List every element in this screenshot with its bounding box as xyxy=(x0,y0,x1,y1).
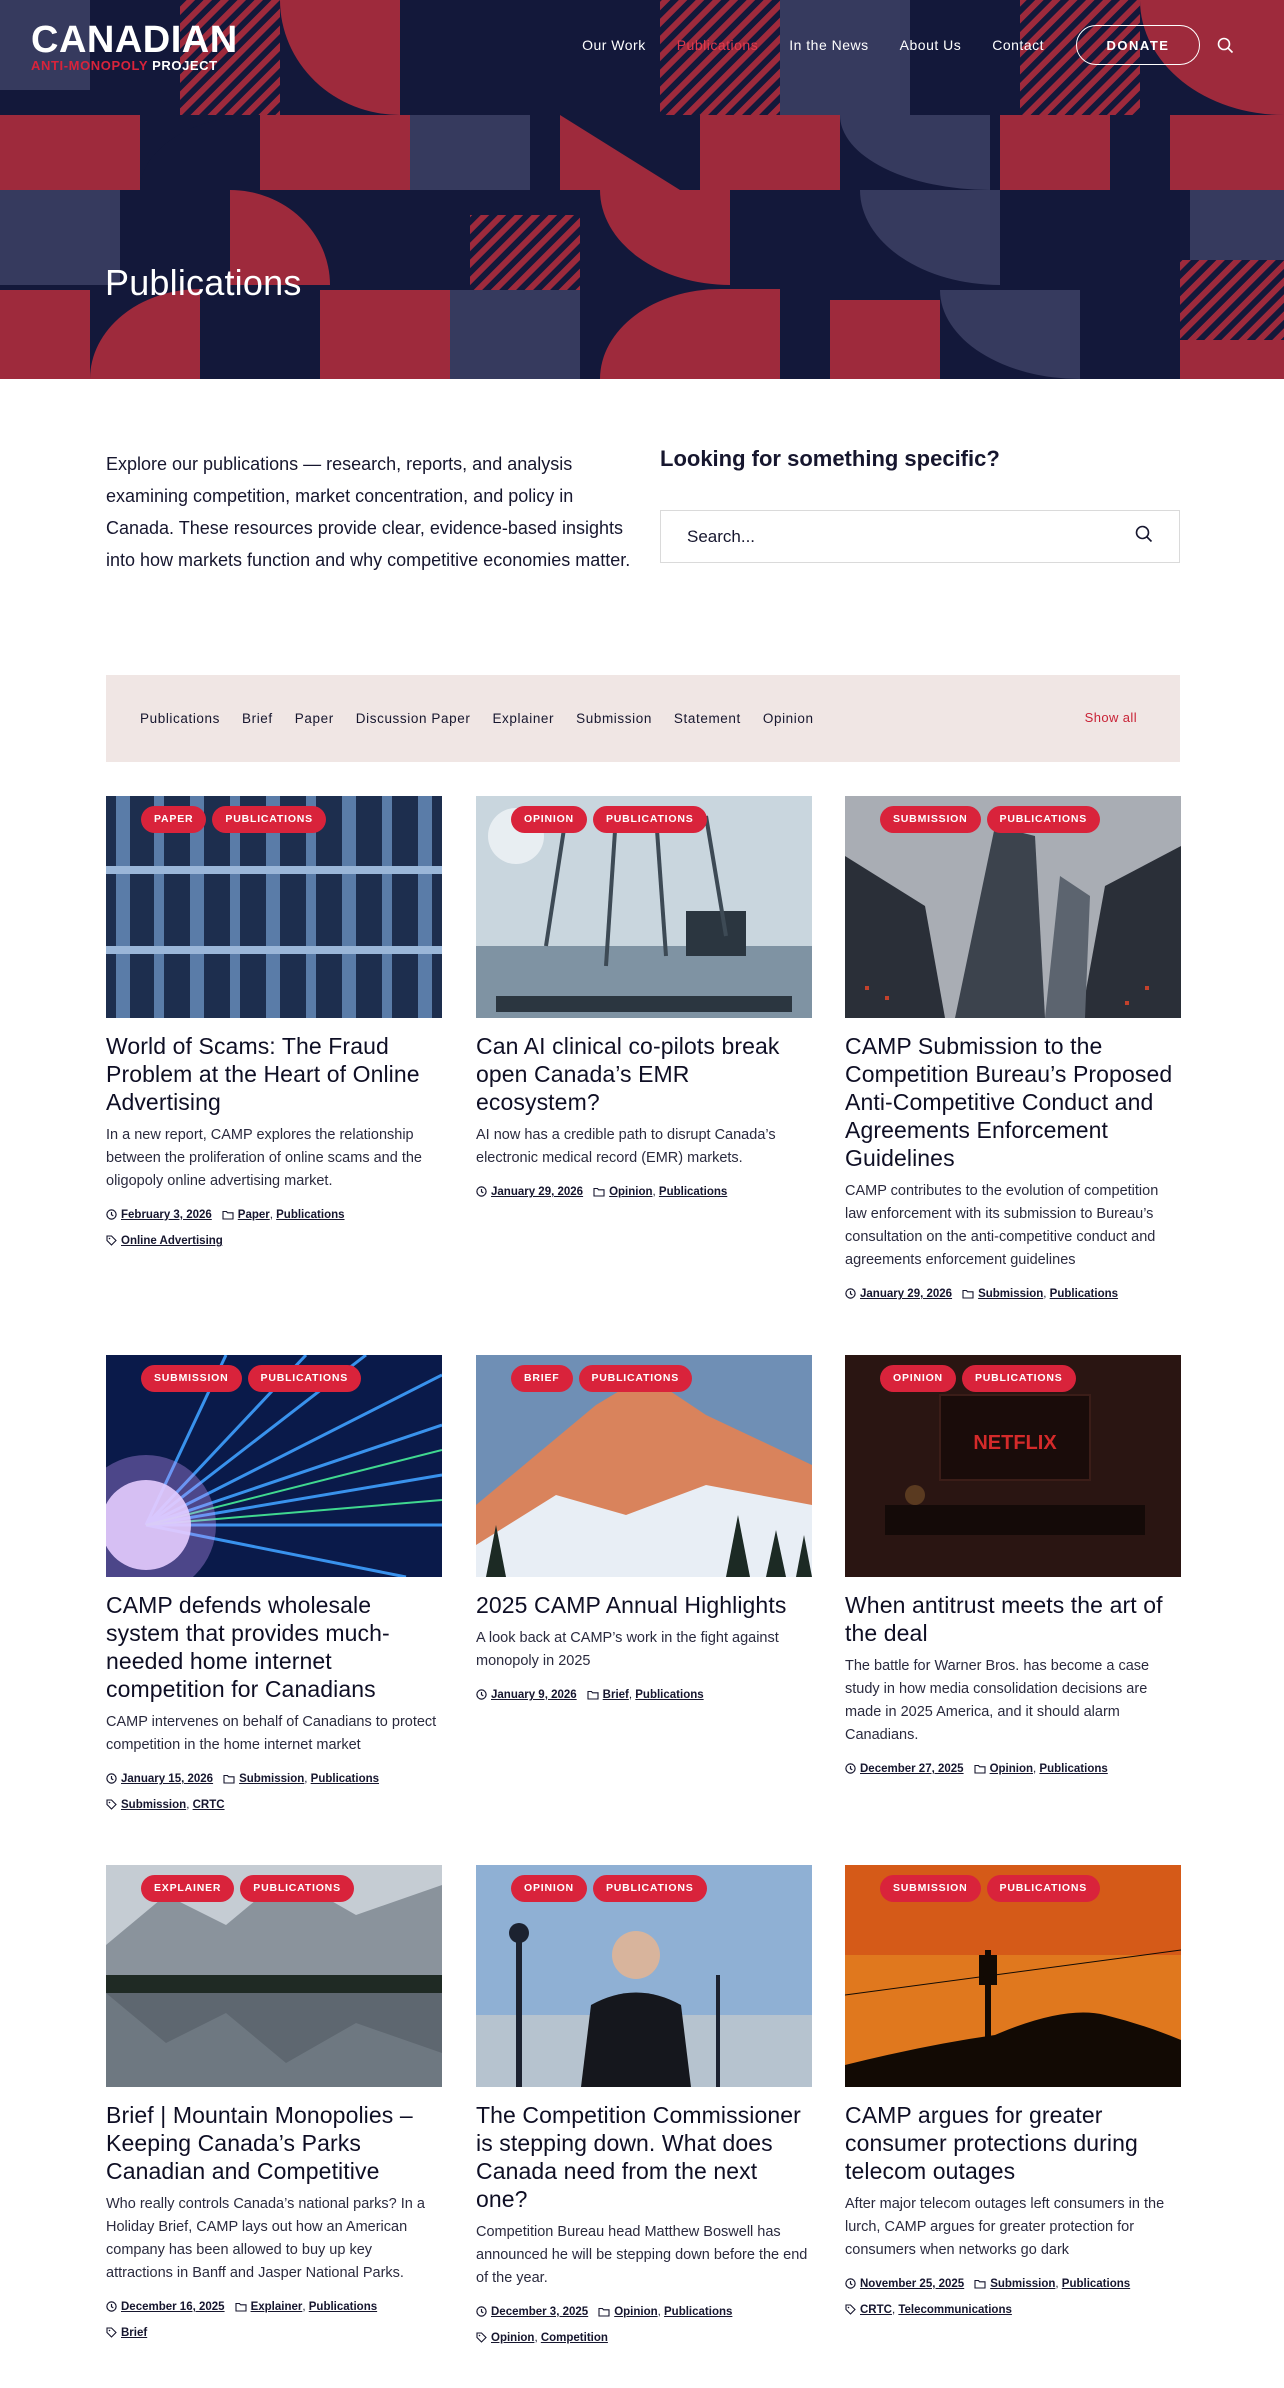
card-excerpt: A look back at CAMP’s work in the fight against monopoly in 2025 xyxy=(476,1630,779,1669)
publication-card[interactable] xyxy=(106,1865,442,2347)
main-nav xyxy=(551,25,1236,65)
tag-icon xyxy=(106,1795,117,1819)
card-tags xyxy=(141,806,332,833)
filter-submission[interactable]: Submission xyxy=(576,711,652,726)
card-meta: December 3, 2025 Opinion, Publications Opinion, Competition xyxy=(476,2300,812,2352)
tag-badge[interactable]: SUBMISSION xyxy=(880,806,981,833)
search-icon[interactable] xyxy=(1214,34,1236,56)
tag-badge[interactable]: SUBMISSION xyxy=(141,1365,242,1392)
tag-icon xyxy=(476,2328,487,2352)
card-date[interactable]: December 27, 2025 xyxy=(860,1763,964,1775)
card-image[interactable] xyxy=(106,796,442,1018)
publication-card[interactable] xyxy=(845,796,1181,1308)
card-date[interactable]: December 16, 2025 xyxy=(121,2301,225,2313)
intro-text: Explore our publications — research, reports, and analysis examining competition, market concentration, and policy in Canada. These resources provide clear, evidence-based insights into how markets function and why competitive economies matter. xyxy=(106,454,631,570)
tag-icon xyxy=(106,2323,117,2347)
filter-opinion[interactable]: Opinion xyxy=(762,711,814,726)
card-category[interactable]: Explainer xyxy=(250,2301,303,2313)
tag-badge[interactable]: BRIEF xyxy=(511,1365,573,1392)
publication-card[interactable] xyxy=(845,1865,1181,2324)
clock-icon xyxy=(106,2297,117,2321)
folder-icon xyxy=(974,2274,986,2298)
card-keyword[interactable]: Telecommunications xyxy=(898,2304,1012,2316)
card-keyword[interactable]: CRTC xyxy=(860,2304,892,2316)
card-title[interactable]: Brief | Mountain Monopolies – Keeping Canada’s Parks Canadian and Competitive xyxy=(106,2102,413,2184)
card-tags xyxy=(141,1365,367,1392)
card-title[interactable]: CAMP defends wholesale system that provides much-needed home internet competition for Canadians xyxy=(106,1592,390,1702)
card-category[interactable]: Publications xyxy=(635,1689,704,1701)
card-date[interactable]: January 29, 2026 xyxy=(860,1288,953,1300)
category-filter-bar xyxy=(106,675,1180,762)
card-meta: February 3, 2026 Paper, Publications Online Advertising xyxy=(106,1203,442,1255)
filter-paper[interactable]: Paper xyxy=(294,711,334,726)
folder-icon xyxy=(598,2302,610,2326)
card-title[interactable]: 2025 CAMP Annual Highlights xyxy=(476,1592,787,1618)
card-meta: January 15, 2026 Submission, Publications Submission, CRTC xyxy=(106,1767,442,1819)
filter-brief[interactable]: Brief xyxy=(242,711,273,726)
clock-icon xyxy=(476,1685,487,1709)
card-category[interactable]: Submission xyxy=(239,1773,305,1785)
clock-icon xyxy=(845,2274,856,2298)
card-tags xyxy=(511,1365,698,1392)
image-netflix-text: NETFLIX xyxy=(973,1432,1057,1454)
card-keyword[interactable]: Competition xyxy=(540,2332,608,2344)
card-excerpt: The battle for Warner Bros. has become a case study in how media consolidation decisions are made in 2025 America, and it should alarm Canadians. xyxy=(845,1658,1150,1743)
tag-badge[interactable]: OPINION xyxy=(511,806,587,833)
filter-publications[interactable]: Publications xyxy=(140,711,220,726)
card-title[interactable]: When antitrust meets the art of the deal xyxy=(845,1592,1163,1646)
publication-card[interactable] xyxy=(106,1355,442,1819)
site-header xyxy=(0,0,1284,90)
filter-explainer[interactable]: Explainer xyxy=(492,711,555,726)
hero-banner xyxy=(0,0,1284,379)
card-keyword[interactable]: Brief xyxy=(121,2327,148,2339)
tag-badge[interactable]: PUBLICATIONS xyxy=(987,806,1101,833)
card-image[interactable] xyxy=(476,1865,812,2087)
card-meta: November 25, 2025 Submission, Publications CRTC, Telecommunications xyxy=(845,2272,1181,2324)
card-excerpt: Who really controls Canada’s national parks? In a Holiday Brief, CAMP lays out how an American company has been allowed to buy up key attractions in Banff and Jasper National Parks. xyxy=(106,2196,425,2281)
logo-subtitle: ANTI-MONOPOLY PROJECT xyxy=(31,58,218,73)
nav-contact[interactable]: Contact xyxy=(992,37,1044,53)
card-title[interactable]: CAMP Submission to the Competition Bureau’s Proposed Anti-Competitive Conduct and Agreements Enforcement Guidelines xyxy=(845,1033,1173,1171)
nav-about-us[interactable]: About Us xyxy=(899,37,962,53)
folder-icon xyxy=(587,1685,599,1709)
nav-in-the-news[interactable]: In the News xyxy=(789,37,869,53)
card-title[interactable]: World of Scams: The Fraud Problem at the Heart of Online Advertising xyxy=(106,1033,420,1115)
card-category[interactable]: Publications xyxy=(1049,1288,1119,1300)
search-icon[interactable] xyxy=(1135,525,1153,548)
filter-discussion-paper[interactable]: Discussion Paper xyxy=(355,711,471,726)
card-tags xyxy=(141,1875,360,1902)
card-keyword[interactable]: Online Advertising xyxy=(121,1235,223,1247)
nav-our-work[interactable]: Our Work xyxy=(582,37,646,53)
filter-statement[interactable]: Statement xyxy=(673,711,741,726)
card-date[interactable]: January 29, 2026 xyxy=(491,1186,584,1198)
card-category[interactable]: Publications xyxy=(308,2301,378,2313)
card-meta: January 29, 2026 Submission, Publications xyxy=(845,1282,1181,1308)
card-image[interactable] xyxy=(106,1865,442,2087)
nav-publications[interactable]: Publications xyxy=(676,37,759,53)
tag-badge[interactable]: PUBLICATIONS xyxy=(593,806,707,833)
publication-card[interactable] xyxy=(106,796,442,1255)
tag-badge[interactable]: OPINION xyxy=(880,1365,956,1392)
card-excerpt: Competition Bureau head Matthew Boswell has announced he will be stepping down before the end of the year. xyxy=(476,2224,808,2286)
card-tags xyxy=(880,1875,1106,1902)
tag-badge[interactable]: PUBLICATIONS xyxy=(593,1875,707,1902)
publication-card[interactable] xyxy=(476,1355,812,1709)
card-meta: January 29, 2026 Opinion, Publications xyxy=(476,1180,812,1206)
card-tags xyxy=(511,1875,713,1902)
card-title[interactable]: Can AI clinical co-pilots break open Canada’s EMR ecosystem? xyxy=(476,1033,780,1115)
tag-badge[interactable]: PAPER xyxy=(141,806,206,833)
folder-icon xyxy=(223,1769,235,1793)
clock-icon xyxy=(106,1769,117,1793)
card-category[interactable]: Publications xyxy=(658,1186,728,1198)
card-date[interactable]: January 9, 2026 xyxy=(491,1689,577,1701)
tag-badge[interactable]: PUBLICATIONS xyxy=(240,1875,354,1902)
card-category[interactable]: Opinion xyxy=(609,1186,653,1198)
card-category[interactable]: Paper xyxy=(237,1209,270,1221)
card-meta: December 27, 2025 Opinion, Publications xyxy=(845,1757,1181,1783)
tag-badge[interactable]: PUBLICATIONS xyxy=(962,1365,1076,1392)
card-tags xyxy=(880,1365,1082,1392)
card-category[interactable]: Submission xyxy=(978,1288,1044,1300)
tag-badge[interactable]: PUBLICATIONS xyxy=(987,1875,1101,1902)
card-category[interactable]: Publications xyxy=(310,1773,380,1785)
clock-icon xyxy=(845,1759,856,1783)
tag-badge[interactable]: EXPLAINER xyxy=(141,1875,234,1902)
tag-badge[interactable]: OPINION xyxy=(511,1875,587,1902)
folder-icon xyxy=(222,1205,234,1229)
card-meta: January 9, 2026 Brief, Publications xyxy=(476,1683,812,1709)
folder-icon xyxy=(974,1759,986,1783)
card-category[interactable]: Publications xyxy=(664,2306,733,2318)
logo-wordmark: CANADIAN xyxy=(31,19,238,61)
card-category[interactable]: Publications xyxy=(276,1209,345,1221)
card-keyword[interactable]: Submission xyxy=(121,1799,187,1811)
card-tags xyxy=(880,806,1106,833)
card-image[interactable] xyxy=(845,1865,1181,2087)
folder-icon xyxy=(962,1284,974,1308)
search-heading: Looking for something specific? xyxy=(660,446,1000,471)
clock-icon xyxy=(476,2302,487,2326)
show-all-link[interactable]: Show all xyxy=(1084,710,1137,725)
publication-card[interactable] xyxy=(476,796,812,1206)
card-date[interactable]: November 25, 2025 xyxy=(860,2278,965,2290)
tag-badge[interactable]: PUBLICATIONS xyxy=(248,1365,362,1392)
card-meta: December 16, 2025 Explainer, Publications Brief xyxy=(106,2295,442,2347)
clock-icon xyxy=(106,1205,117,1229)
tag-badge[interactable]: PUBLICATIONS xyxy=(579,1365,693,1392)
clock-icon xyxy=(476,1182,487,1206)
card-category[interactable]: Opinion xyxy=(989,1763,1034,1775)
card-title[interactable]: The Competition Commissioner is stepping down. What does Canada need from the next one? xyxy=(476,2102,801,2212)
search-box xyxy=(660,510,1180,563)
card-category[interactable]: Submission xyxy=(990,2278,1056,2290)
card-excerpt: CAMP contributes to the evolution of competition law enforcement with its submission to Bureau’s consultation on the anti-competitive conduct and agreements enforcement guidelines xyxy=(845,1183,1159,1268)
card-excerpt: CAMP intervenes on behalf of Canadians to protect competition in the home internet market xyxy=(106,1714,437,1753)
card-image[interactable] xyxy=(476,796,812,1018)
card-image[interactable] xyxy=(845,1355,1181,1577)
tag-icon xyxy=(845,2300,856,2324)
card-image[interactable] xyxy=(845,796,1181,1018)
tag-badge[interactable]: SUBMISSION xyxy=(880,1875,981,1902)
card-keyword[interactable]: CRTC xyxy=(192,1799,225,1811)
card-tags xyxy=(511,806,713,833)
publication-card[interactable] xyxy=(845,1355,1181,1783)
tag-icon xyxy=(106,1231,117,1255)
clock-icon xyxy=(845,1284,856,1308)
card-excerpt: In a new report, CAMP explores the relationship between the proliferation of online scams and the oligopoly online advertising market. xyxy=(106,1127,422,1189)
card-keyword[interactable]: Opinion xyxy=(491,2332,535,2344)
search-input[interactable] xyxy=(687,527,1135,547)
site-logo[interactable] xyxy=(31,19,238,74)
tag-badge[interactable]: PUBLICATIONS xyxy=(212,806,326,833)
publication-card[interactable] xyxy=(476,1865,812,2352)
folder-icon xyxy=(235,2297,247,2321)
card-date[interactable]: December 3, 2025 xyxy=(491,2306,589,2318)
card-excerpt: AI now has a credible path to disrupt Canada’s electronic medical record (EMR) markets. xyxy=(476,1127,776,1166)
card-image[interactable] xyxy=(106,1355,442,1577)
card-title[interactable]: CAMP argues for greater consumer protections during telecom outages xyxy=(845,2102,1138,2184)
card-category[interactable]: Opinion xyxy=(614,2306,658,2318)
card-date[interactable]: January 15, 2026 xyxy=(121,1773,214,1785)
card-date[interactable]: February 3, 2026 xyxy=(121,1209,212,1221)
card-category[interactable]: Publications xyxy=(1061,2278,1131,2290)
card-image[interactable] xyxy=(476,1355,812,1577)
page-title: Publications xyxy=(105,262,302,303)
donate-button[interactable]: DONATE xyxy=(1076,25,1200,65)
card-excerpt: After major telecom outages left consumers in the lurch, CAMP argues for greater protection for consumers when networks go dark xyxy=(845,2196,1165,2258)
folder-icon xyxy=(593,1182,605,1206)
card-category[interactable]: Brief xyxy=(602,1689,629,1701)
card-category[interactable]: Publications xyxy=(1039,1763,1108,1775)
